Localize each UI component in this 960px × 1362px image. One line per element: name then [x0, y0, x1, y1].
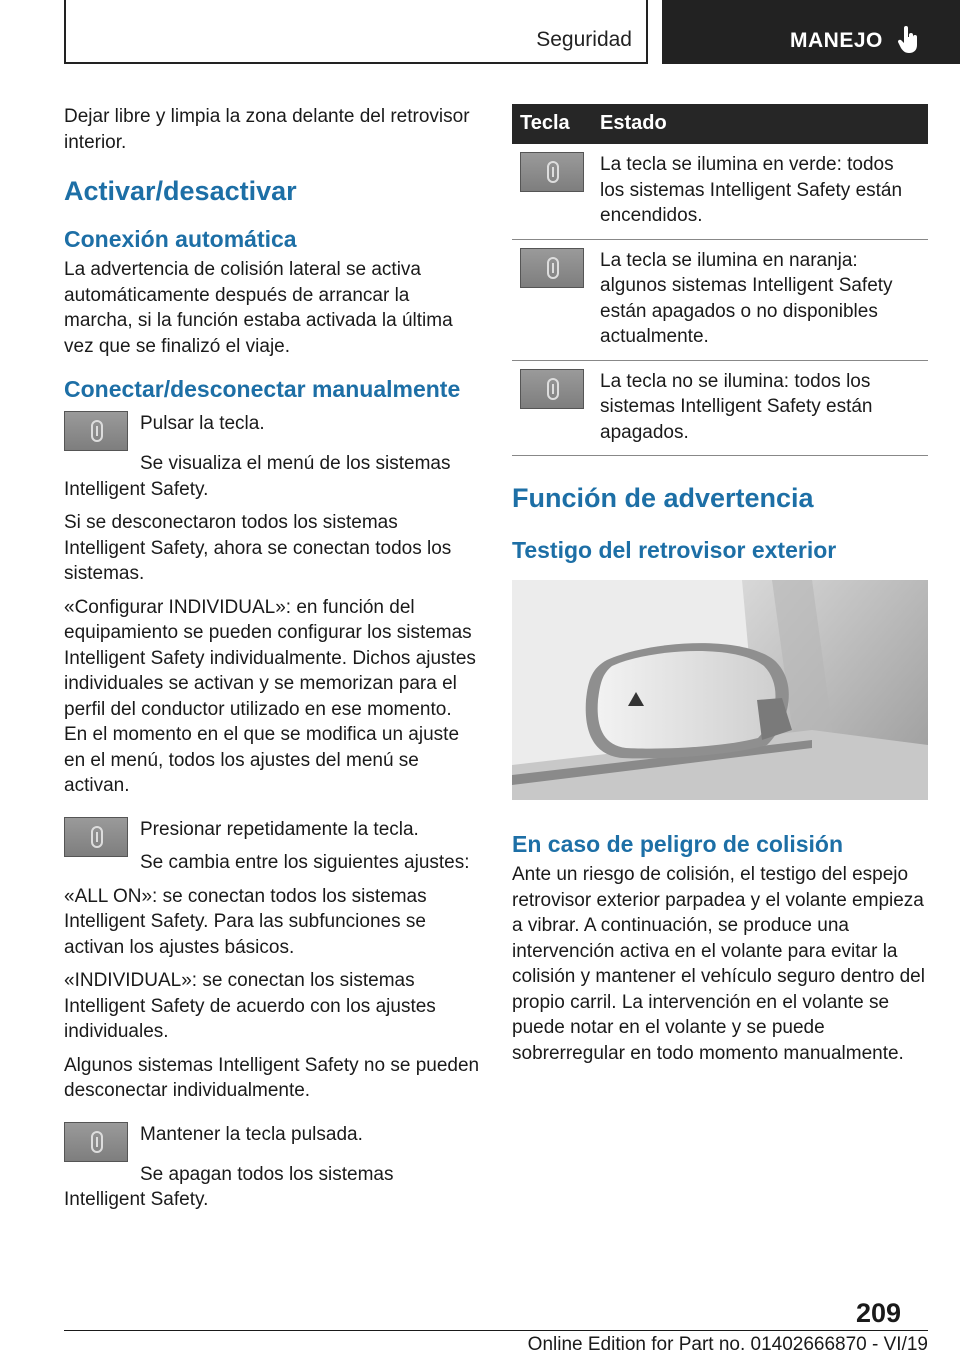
key1-text-b: Se visualiza el menú de los sistemas Intelligent Safety. — [64, 453, 451, 500]
intelligent-safety-icon — [520, 369, 584, 409]
some-systems-paragraph: Algunos sistemas Intelligent Safety no se pueden desconectar individualmente. — [64, 1054, 480, 1101]
chapter-title: MANEJO — [790, 29, 883, 52]
table-row — [512, 144, 928, 239]
footer-divider — [64, 1330, 928, 1331]
footer-text: Online Edition for Part no. 01402666870 - VI/19 — [527, 1334, 928, 1355]
config-paragraph: «Configurar INDIVIDUAL»: en función del equipamiento se pueden configurar los sistemas Intelligent Safety individualmente. Dichos ajustes individuales se activan y se memorizan para el perfil del conductor utilizado en ese momento. En el momento en el que se modifica un ajuste en el menú, todos los ajustes del menú se activan. — [64, 596, 476, 796]
key-step-2 — [64, 817, 480, 876]
col-header-key: Tecla — [512, 104, 592, 144]
side-mirror-warning-image — [512, 580, 928, 800]
table-row — [512, 360, 928, 456]
intelligent-safety-icon — [520, 152, 584, 192]
page-number: 209 — [856, 1298, 902, 1328]
hand-pointer-icon — [898, 26, 920, 59]
table-cell-state: La tecla se ilumina en verde: todos los sistemas Intelligent Safety están encendidos. — [592, 144, 928, 239]
auto-paragraph: La advertencia de colisión lateral se activa automáticamente después de arrancar la marcha, si la función estaba activada la última vez que se finalizó el viaje. — [64, 259, 453, 357]
key1-text-a: Pulsar la tecla. — [140, 413, 265, 434]
heading-auto: Conexión automática — [64, 226, 297, 252]
individual-paragraph: «INDIVIDUAL»: se conectan los sistemas Intelligent Safety de acuerdo con los ajustes individuales. — [64, 970, 436, 1042]
key3-text-b: Se apagan todos los sistemas Intelligent Safety. — [64, 1163, 394, 1210]
left-column — [64, 104, 480, 1221]
intelligent-safety-icon — [64, 1122, 128, 1162]
key-step-1 — [64, 411, 480, 451]
key-step-3 — [64, 1122, 480, 1162]
heading-manual: Conectar/desconectar manualmente — [64, 376, 461, 402]
heading-func: Función de advertencia — [512, 483, 814, 513]
key2-text-a: Presionar repetidamente la tecla. — [140, 818, 419, 840]
key-state-table — [512, 104, 928, 456]
intelligent-safety-icon — [64, 411, 128, 451]
table-cell-state: La tecla se ilumina en naranja: algunos sistemas Intelligent Safety están apagados o no disponibles actualmente. — [592, 239, 928, 360]
reconnect-paragraph: Si se desconectaron todos los sistemas Intelligent Safety, ahora se conectan todos los sistemas. — [64, 512, 452, 584]
intelligent-safety-icon — [64, 817, 128, 857]
right-column — [512, 104, 928, 1074]
table-cell-state: La tecla no se ilumina: todos los sistemas Intelligent Safety están apagados. — [592, 360, 928, 456]
section-title: Seguridad — [536, 28, 632, 51]
header-chapter-box — [662, 0, 960, 64]
intro-paragraph: Dejar libre y limpia la zona delante del retrovisor interior. — [64, 106, 470, 153]
header-section-box — [64, 0, 648, 64]
heading-testigo: Testigo del retrovisor exterior — [512, 537, 837, 563]
key2-text-b: Se cambia entre los siguientes ajustes: — [140, 852, 470, 873]
allon-paragraph: «ALL ON»: se conectan todos los sistemas Intelligent Safety. Para las subfunciones se activan los ajustes básicos. — [64, 885, 427, 958]
intelligent-safety-icon — [520, 248, 584, 288]
table-row — [512, 239, 928, 360]
col-header-state: Estado — [592, 104, 928, 144]
heading-peligro: En caso de peligro de colisión — [512, 831, 844, 857]
key3-text-a: Mantener la tecla pulsada. — [140, 1123, 363, 1145]
heading-activar: Activar/desactivar — [64, 176, 297, 206]
peligro-paragraph: Ante un riesgo de colisión, el testigo del espejo retrovisor exterior parpadea y el volante empieza a vibrar. A continuación, se produce una intervención activa en el volante para evitar la colisión y mantener el vehículo seguro dentro del propio carril. La intervención en el volante se puede notar en el volante y se puede sobrerregular en todo momento manualmente. — [512, 864, 925, 1064]
